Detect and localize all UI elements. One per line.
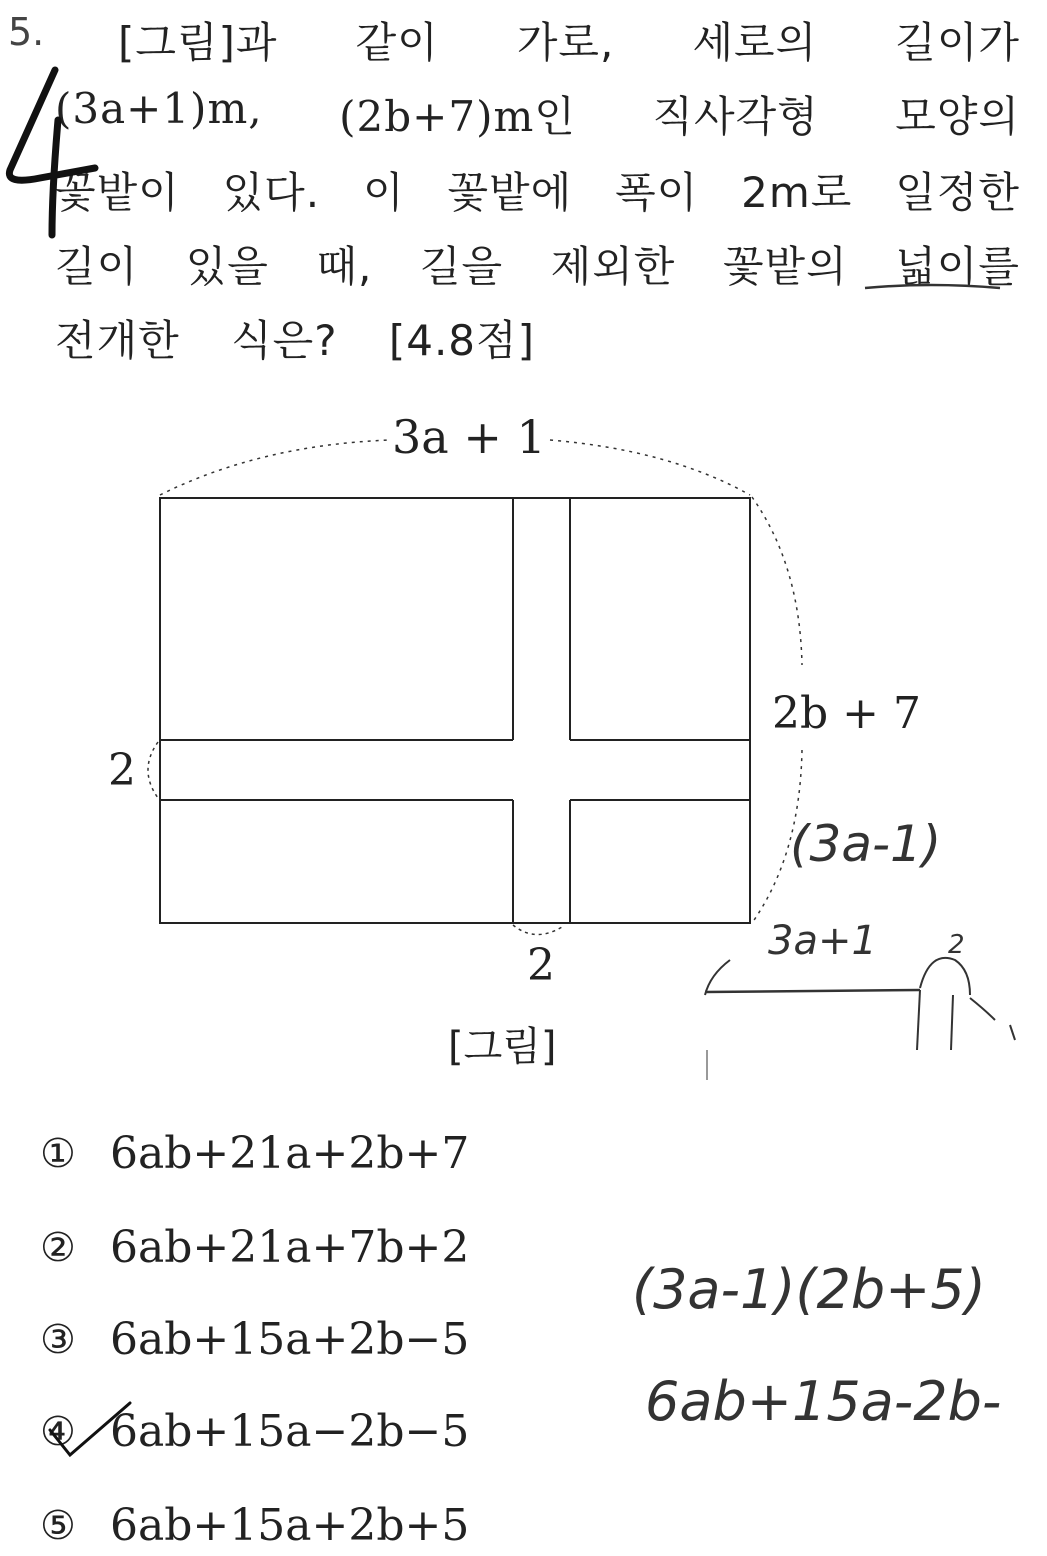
choice-3[interactable]: [40, 1314, 469, 1365]
choice-number: ③: [40, 1316, 76, 1363]
question-number: 5.: [8, 10, 45, 54]
word: 넓이를: [895, 242, 1020, 291]
word: [4.8점]: [388, 316, 535, 365]
choice-expression: 6ab+15a+2b−5: [110, 1314, 470, 1365]
question-line-1: [118, 10, 1020, 70]
garden-outline: [160, 498, 750, 923]
choice-expression: 6ab+21a+2b+7: [110, 1128, 470, 1179]
word: 2m로: [741, 168, 853, 217]
handwritten-sketch: [695, 940, 1035, 1100]
check-mark-icon: [40, 1395, 140, 1465]
word: 모양의: [895, 92, 1020, 141]
choice-1[interactable]: [40, 1128, 469, 1179]
word: 길이가: [895, 18, 1020, 67]
word: 가로,: [516, 18, 615, 67]
handwritten-note-width: (3a-1): [790, 815, 942, 873]
word: 직사각형: [652, 92, 819, 141]
choice-number: ①: [40, 1130, 76, 1177]
word: 일정한: [895, 168, 1020, 217]
word: 때,: [316, 242, 373, 291]
question-line-2: [55, 84, 1020, 144]
handwritten-work-line-2: 6ab+15a-2b-: [645, 1370, 1002, 1433]
word: 길을: [419, 242, 504, 291]
word: 제외한: [550, 242, 676, 291]
handwritten-note-length: 3a+1: [768, 918, 877, 964]
choice-number: ②: [40, 1224, 76, 1271]
figure-caption: [그림]: [448, 1024, 557, 1070]
word: 식은?: [231, 316, 338, 365]
word: 이: [363, 168, 405, 217]
word: [그림]과: [118, 18, 278, 67]
choice-expression: 6ab+15a−2b−5: [110, 1406, 470, 1457]
handwritten-answer-four: [0, 60, 110, 250]
word: 꽃밭이: [55, 168, 180, 217]
word: 있다.: [222, 168, 321, 217]
word: 있을: [185, 242, 269, 291]
choice-expression: 6ab+21a+7b+2: [110, 1222, 470, 1273]
word: 꽃밭에: [447, 168, 573, 217]
top-dimension-arc: [550, 440, 750, 495]
word: 전개한: [55, 316, 180, 365]
word: 길이: [55, 242, 139, 291]
handwritten-work-line-1: (3a-1)(2b+5): [632, 1258, 986, 1321]
word: (3a+1)m,: [55, 84, 263, 133]
top-dimension-label: 3a + 1: [392, 410, 546, 464]
choice-5[interactable]: [40, 1500, 469, 1551]
question-line-5: [55, 308, 535, 368]
word: (2b+7)m인: [339, 92, 576, 141]
choice-expression: 6ab+15a+2b+5: [110, 1500, 470, 1551]
choice-number: ④: [40, 1408, 76, 1455]
word: 같이: [355, 18, 439, 67]
right-dimension-label: 2b + 7: [772, 688, 921, 739]
handwritten-note-small: 2: [948, 930, 965, 960]
word: 꽃밭의: [722, 242, 848, 291]
path-width-label-bottom: 2: [527, 940, 555, 991]
choice-2[interactable]: [40, 1222, 469, 1273]
word: 세로의: [692, 18, 818, 67]
choice-number: ⑤: [40, 1502, 76, 1549]
word: 폭이: [615, 168, 699, 217]
question-line-3: [55, 160, 1020, 220]
path-width-label-left: 2: [108, 745, 136, 796]
handwritten-underline: [860, 280, 1010, 300]
top-dimension-arc: [160, 440, 390, 495]
right-dimension-arc: [752, 497, 802, 665]
